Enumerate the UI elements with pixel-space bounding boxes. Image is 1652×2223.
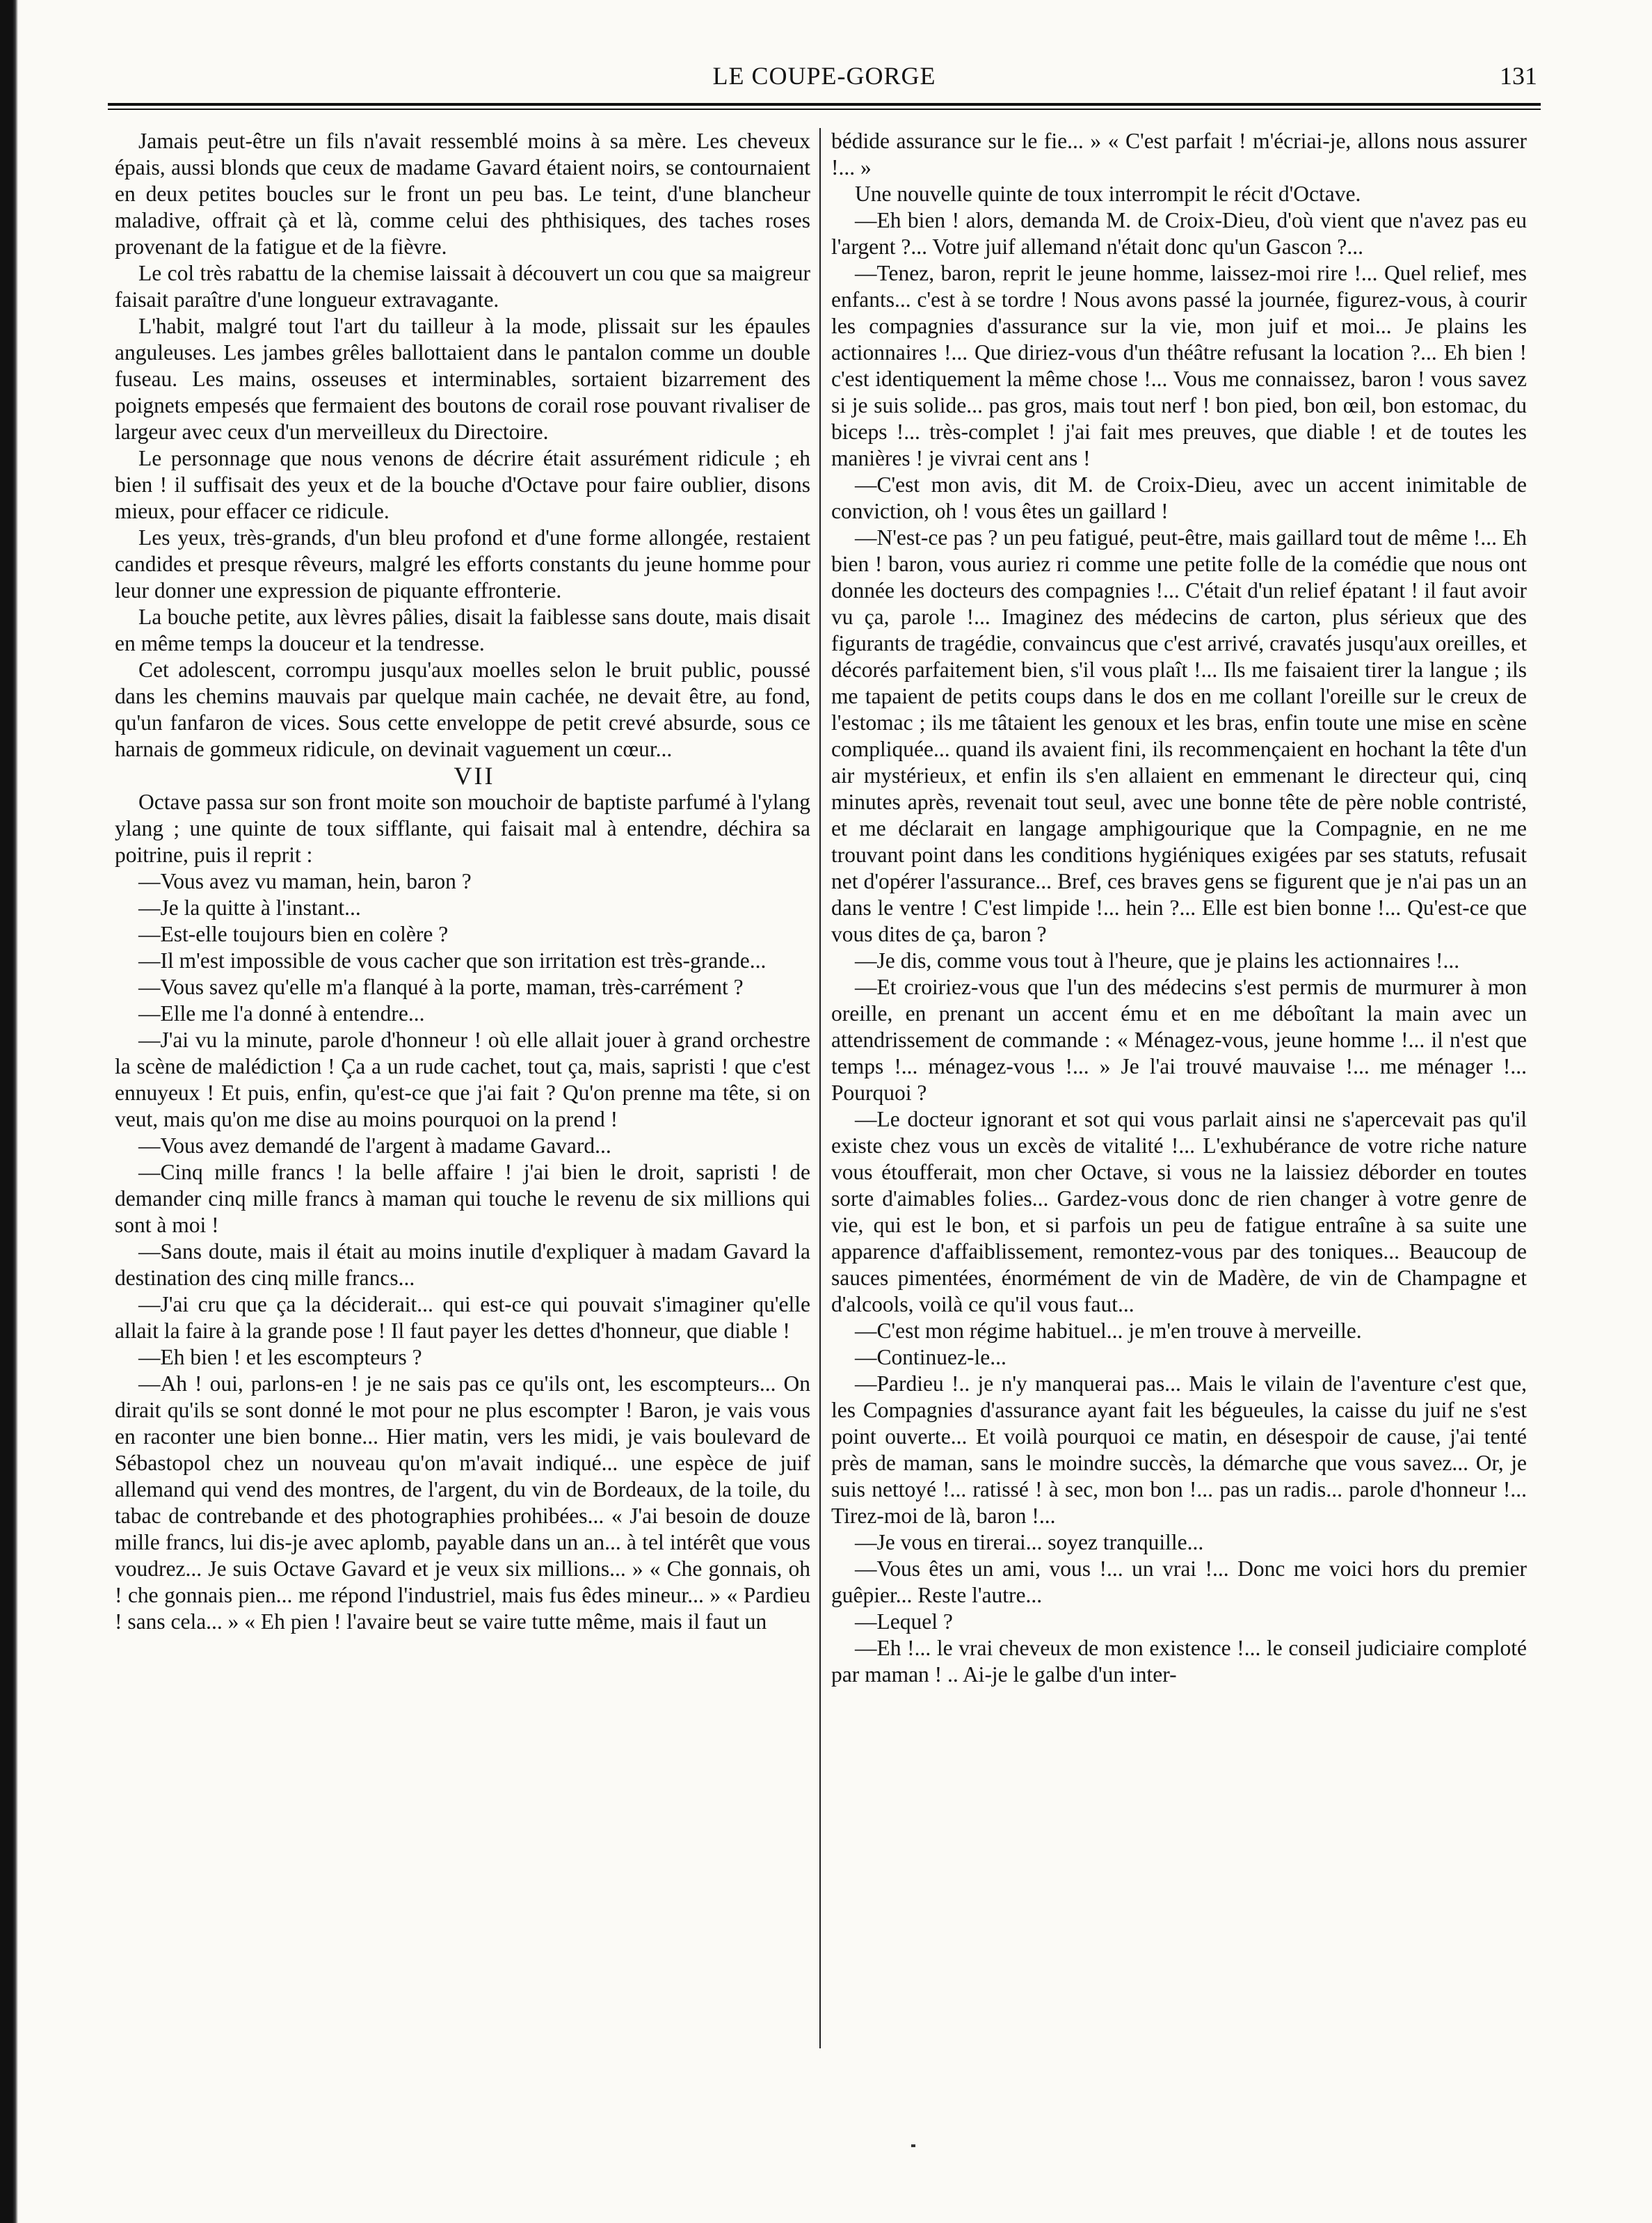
dialogue-line: —Lequel ? bbox=[855, 1609, 953, 1634]
dialogue-line: —Sans doute, mais il était au moins inutile d'expliquer à madam Gavard la destination des cinq mille francs... bbox=[115, 1239, 810, 1290]
dialogue-line: —J'ai cru que ça la déciderait... qui est-ce qui pouvait s'imaginer qu'elle allait la faire à la grande pose ! Il faut payer les dettes d'honneur, que diable ! bbox=[115, 1292, 810, 1343]
header-rule-thick bbox=[108, 103, 1541, 106]
running-head: LE COUPE-GORGE bbox=[712, 62, 936, 90]
dialogue-line: —Vous avez demandé de l'argent à madame Gavard... bbox=[138, 1133, 611, 1158]
page-number: 131 bbox=[1500, 62, 1537, 90]
dialogue-line: —J'ai vu la minute, parole d'honneur ! où elle allait jouer à grand orchestre la scène de malédiction ! Ça a un rude cachet, tout ça, mais, sapristi ! que c'est ennuyeux ! Et puis, enfin, qu'est-ce que j'ai fait ? Qu'on prenne ma tête, si on veut, mais qu'on me dise au moins pourquoi on la prend ! bbox=[115, 1028, 810, 1131]
binding-spine bbox=[0, 0, 18, 2223]
dialogue-line: —Est-elle toujours bien en colère ? bbox=[138, 922, 449, 946]
paragraph: Jamais peut-être un fils n'avait ressemblé moins à sa mère. Les cheveux épais, aussi blonds que ceux de madame Gavard étaient noirs, se contournaient en deux petites boucles sur le front un peu bas. Le teint, d'une blancheur maladive, offrait çà et là, comme celui des phthisiques, des taches roses provenant de la fatigue et de la fièvre. bbox=[115, 129, 810, 259]
dialogue-line: —C'est mon régime habituel... je m'en trouve à merveille. bbox=[855, 1318, 1362, 1343]
dialogue-line: —Eh !... le vrai cheveux de mon existence !... le conseil judiciaire comploté par maman ! .. Ai-je le galbe d'un inter- bbox=[831, 1636, 1527, 1687]
dialogue-line: —Vous êtes un ami, vous !... un vrai !... Donc me voici hors du premier guêpier... Reste l'autre... bbox=[831, 1556, 1527, 1607]
dialogue-line: —Eh bien ! alors, demanda M. de Croix-Dieu, d'où vient que n'avez pas eu l'argent ?... Votre juif allemand n'était donc qu'un Gascon ?... bbox=[831, 208, 1527, 259]
dialogue-line: —C'est mon avis, dit M. de Croix-Dieu, avec un accent inimitable de conviction, oh ! vous êtes un gaillard ! bbox=[831, 472, 1527, 523]
page-header bbox=[111, 61, 1537, 103]
paragraph: Le personnage que nous venons de décrire était assurément ridicule ; eh bien ! il suffisait des yeux et de la bouche d'Octave pour faire oublier, disons mieux, pour effacer ce ridicule. bbox=[115, 446, 810, 523]
dialogue-line: —N'est-ce pas ? un peu fatigué, peut-être, mais gaillard tout de même !... Eh bien ! baron, vous auriez ri comme une petite folle de la comédie que nous ont donnée les docteurs des compagnies !... C'était d'un relief épatant ! il faut avoir vu ça, parole !... Imaginez des médecins de carton, plus sérieux que des figurants de tragédie, convaincus que c'est arrivé, cravatés jusqu'aux oreilles, et décorés parfaitement bien, s'il vous plaît !... Ils me faisaient tirer la langue ; ils me tapaient de petits coups dans le dos en me collant l'oreille sur le creux de l'estomac ; ils me tâtaient les genoux et les bras, enfin toute une mise en scène compliquée... quand ils avaient fini, ils recommençaient en hochant la tête d'un air mystérieux, et enfin ils s'en allaient en emmenant le directeur qui, cinq minutes après, revenait tout seul, avec une bonne tête de père noble contristé, et me déclarait en langage amphigourique que la Compagnie, en ne me trouvant point dans les conditions hygiéniques exigées par ses statuts, refusait net d'opérer l'assurance... Bref, ces braves gens se figurent que je n'ai pas un an dans le ventre ! C'est limpide !... hein ?... Elle est bien bonne !... Qu'est-ce que vous dites de ça, baron ? bbox=[831, 525, 1527, 946]
dialogue-line: —Elle me l'a donné à entendre... bbox=[138, 1001, 425, 1026]
dialogue-line: —Ah ! oui, parlons-en ! je ne sais pas ce qu'ils ont, les escompteurs... On dirait qu'ils se sont donné le mot pour ne plus escompter ! Baron, je vais vous en raconter une bien bonne... Hier matin, vers les midi, je vais boulevard de Sébastopol chez un nouveau qu'on m'avait indiqué... une espèce de juif allemand qui vend des montres, de l'argent, du vin de Bordeaux, de la toile, du tabac de contrebande et des photographies prohibées... « J'ai besoin de douze mille francs, lui dis-je avec aplomb, payable dans un an... à tel intérêt que vous voudrez... Je suis Octave Gavard et je veux six millions... » « Che gonnais, oh ! che gonnais pien... me répond l'industriel, mais fus êdes mineur... » « Pardieu ! sans cela... » « Eh pien ! l'avaire beut se vaire tutte même, mais il faut un bbox=[115, 1371, 810, 1634]
dialogue-line: —Je la quitte à l'instant... bbox=[138, 895, 361, 920]
dialogue-line: —Vous savez qu'elle m'a flanqué à la porte, maman, très-carrément ? bbox=[138, 975, 744, 999]
chapter-heading: VII bbox=[454, 762, 495, 790]
left-column bbox=[115, 128, 810, 2076]
right-column bbox=[831, 128, 1527, 2076]
dialogue-line: —Je vous en tirerai... soyez tranquille... bbox=[855, 1530, 1204, 1554]
dialogue-line: —Continuez-le... bbox=[855, 1345, 1007, 1369]
dialogue-line: —Le docteur ignorant et sot qui vous parlait ainsi ne s'apercevait pas qu'il existe chez vous un excès de vitalité !... L'exhubérance de votre riche nature vous étoufferait, mon cher Octave, si vous ne la laissiez déborder en toutes sorte d'aimables folies... Gardez-vous donc de rien changer à votre genre de vie, qui est le bon, et si parfois un peu de fatigue entraîne à sa suite une apparence d'affaiblissement, remontez-vous par des toniques... Beaucoup de sauces pimentées, énormément de vin de Madère, de vin de Champagne et d'alcools, voilà ce qu'il vous faut... bbox=[831, 1107, 1527, 1316]
paragraph: Une nouvelle quinte de toux interrompit le récit d'Octave. bbox=[855, 182, 1361, 206]
print-speck bbox=[911, 2144, 915, 2147]
paragraph: bédide assurance sur le fie... » « C'est parfait ! m'écriai-je, allons nous assurer !... » bbox=[831, 129, 1527, 180]
paragraph: La bouche petite, aux lèvres pâlies, disait la faiblesse sans doute, mais disait en même temps la douceur et la tendresse. bbox=[115, 605, 810, 655]
dialogue-line: —Tenez, baron, reprit le jeune homme, laissez-moi rire !... Quel relief, mes enfants... c'est à se tordre ! Nous avons passé la journée, figurez-vous, à courir les compagnies d'assurance sur la vie, mon juif et moi... Je plains les actionnaires !... Que diriez-vous d'un théâtre refusant la location ?... Eh bien ! c'est identiquement la même chose !... Vous me connaissez, baron ! vous savez si je suis solide... pas gros, mais tout nerf ! bon pied, bon œil, bon estomac, du biceps !... très-complet ! j'ai fait mes preuves, que diable ! et de toutes les manières ! je vivrai cent ans ! bbox=[831, 261, 1527, 470]
column-divider bbox=[819, 128, 821, 2048]
dialogue-line: —Pardieu !.. je n'y manquerai pas... Mais le vilain de l'aventure c'est que, les Compagnies d'assurance ayant fait les bégueules, la caisse du juif ne s'est point ouverte... Et voilà pourquoi ce matin, en désespoir de cause, j'ai tenté près de maman, sans le moindre succès, la démarche que vous savez... Or, je suis nettoyé !... ratissé ! à sec, mon bon !... pas un radis... parole d'honneur !... Tirez-moi de là, baron !... bbox=[831, 1371, 1527, 1528]
dialogue-line: —Cinq mille francs ! la belle affaire ! j'ai bien le droit, sapristi ! de demander cinq mille francs à maman qui touche le revenu de six millions qui sont à moi ! bbox=[115, 1160, 810, 1237]
paragraph: Les yeux, très-grands, d'un bleu profond et d'une forme allongée, restaient candides et presque rêveurs, malgré les efforts constants du jeune homme pour leur donner une expression de piquante effronterie. bbox=[115, 525, 810, 603]
paragraph: Cet adolescent, corrompu jusqu'aux moelles selon le bruit public, poussé dans les chemins mauvais par quelque main cachée, ne devait être, au fond, qu'un fanfaron de vices. Sous cette enveloppe de petit crevé absurde, sous ce harnais de gommeux ridicule, on devinait vaguement un cœur... bbox=[115, 658, 810, 761]
dialogue-line: —Vous avez vu maman, hein, baron ? bbox=[138, 869, 472, 893]
dialogue-line: —Eh bien ! et les escompteurs ? bbox=[138, 1345, 422, 1369]
paragraph: L'habit, malgré tout l'art du tailleur à la mode, plissait sur les épaules anguleuses. Les jambes grêles ballottaient dans le pantalon comme un double fuseau. Les mains, osseuses et interminables, sortaient bizarrement des poignets empesés que fermaient des boutons de corail rose pouvant rivaliser de largeur avec ceux d'un merveilleux du Directoire. bbox=[115, 314, 810, 444]
dialogue-line: —Il m'est impossible de vous cacher que son irritation est très-grande... bbox=[138, 948, 767, 973]
header-rule-thin bbox=[108, 109, 1541, 110]
paragraph: Le col très rabattu de la chemise laissait à découvert un cou que sa maigreur faisait paraître d'une longueur extravagante. bbox=[115, 261, 810, 312]
paragraph: Octave passa sur son front moite son mouchoir de baptiste parfumé à l'ylang ylang ; une quinte de toux sifflante, qui faisait mal à entendre, déchira sa poitrine, puis il reprit : bbox=[115, 790, 810, 867]
dialogue-line: —Je dis, comme vous tout à l'heure, que je plains les actionnaires !... bbox=[855, 948, 1460, 973]
dialogue-line: —Et croiriez-vous que l'un des médecins s'est permis de murmurer à mon oreille, en prenant un accent ému et en me déboîtant la main avec un attendrissement de commande : « Ménagez-vous, jeune homme !... il n'est que temps !... ménagez-vous !... » Je l'ai trouvé mauvaise !... me ménager !... Pourquoi ? bbox=[831, 975, 1527, 1105]
